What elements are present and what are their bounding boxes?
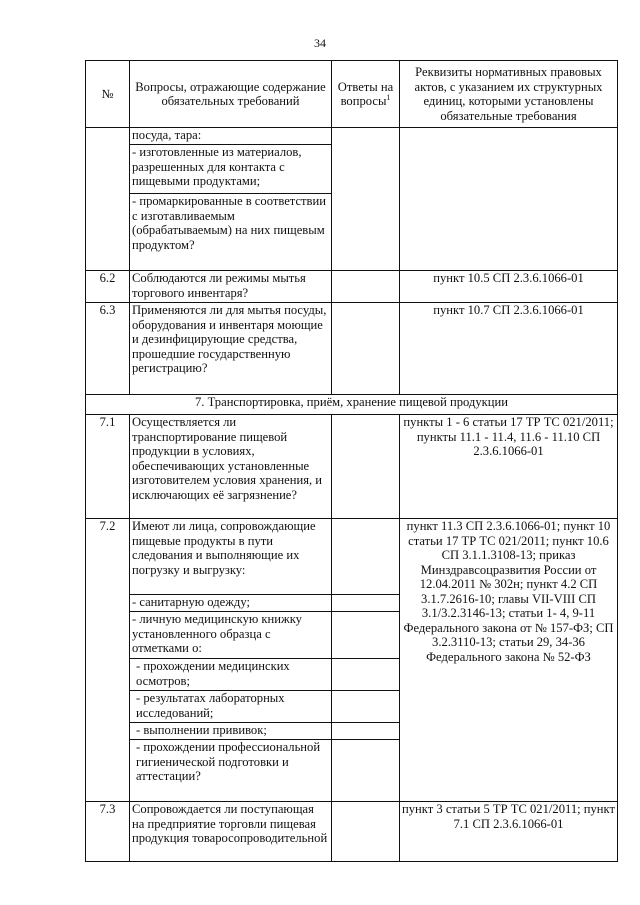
question-cell: - изготовленные из материалов, разрешенных для контакта с пищевыми продуктами; bbox=[130, 145, 332, 194]
table-row bbox=[86, 519, 618, 595]
reference-cell: пункты 1 - 6 статьи 17 ТР ТС 021/2011; пункты 11.1 - 11.4, 11.6 - 11.10 СП 2.3.6.1066-01 bbox=[400, 415, 618, 519]
requirements-table bbox=[85, 60, 618, 862]
question-cell: - личную медицинскую книжку установленного образца с отметками о: bbox=[130, 612, 332, 659]
header-references: Реквизиты нормативных правовых актов, с указанием их структурных единиц, которыми установлены обязательные требования bbox=[400, 61, 618, 128]
table-header-row bbox=[86, 61, 618, 128]
answer-cell bbox=[332, 740, 400, 802]
question-cell: посуда, тара: bbox=[130, 128, 332, 145]
question-cell: Имеют ли лица, сопровождающие пищевые продукты в пути следования и выполняющие их погрузку и выгрузку: bbox=[130, 519, 332, 595]
header-questions: Вопросы, отражающие содержание обязательных требований bbox=[130, 61, 332, 128]
table-row bbox=[86, 802, 618, 862]
question-cell: - результатах лабораторных исследований; bbox=[130, 691, 332, 723]
table-row bbox=[86, 415, 618, 519]
question-cell: Применяются ли для мытья посуды, оборудования и инвентаря моющие и дезинфицирующие средства, прошедшие государственную регистрацию? bbox=[130, 303, 332, 395]
reference-cell bbox=[400, 128, 618, 271]
question-cell: Осуществляется ли транспортирование пищевой продукции в условиях, обеспечивающих установленные изготовителем условия хранения, и исключающих её загрязнение? bbox=[130, 415, 332, 519]
question-cell: - выполнении прививок; bbox=[130, 723, 332, 740]
header-answers-label: Ответы на вопросы bbox=[337, 79, 394, 108]
row-num: 7.2 bbox=[86, 519, 130, 802]
question-cell: Соблюдаются ли режимы мытья торгового инвентаря? bbox=[130, 271, 332, 303]
question-cell: - прохождении профессиональной гигиенической подготовки и аттестации? bbox=[130, 740, 332, 802]
reference-cell: пункт 11.3 СП 2.3.6.1066-01; пункт 10 статьи 17 ТР ТС 021/2011; пункт 10.6 СП 3.1.1.3108-13; приказ Минздравсоцразвития России от 12.04.2011 № 302н; пункт 4.2 СП 3.1.7.2616-10; главы VII-VIII СП 3.1/3.2.3146-13; статьи 1- 4, 9-11 Федерального закона от № 157-ФЗ; СП 3.2.3110-13; статьи 29, 34-36 Федерального закона № 52-ФЗ bbox=[400, 519, 618, 802]
table-row bbox=[86, 303, 618, 395]
row-num: 7.3 bbox=[86, 802, 130, 862]
question-cell: - промаркированные в соответствии с изготавливаемым (обрабатываемым) на них пищевым продуктом? bbox=[130, 194, 332, 271]
answer-cell bbox=[332, 415, 400, 519]
answer-cell bbox=[332, 723, 400, 740]
footnote-marker: 1 bbox=[386, 92, 391, 102]
reference-cell: пункт 10.7 СП 2.3.6.1066-01 bbox=[400, 303, 618, 395]
answer-cell bbox=[332, 659, 400, 691]
question-cell: Сопровождается ли поступающая на предприятие торговли пищевая продукция товаросопроводительной bbox=[130, 802, 332, 862]
answer-cell bbox=[332, 802, 400, 862]
row-num: 7.1 bbox=[86, 415, 130, 519]
reference-cell: пункт 10.5 СП 2.3.6.1066-01 bbox=[400, 271, 618, 303]
question-cell: - санитарную одежду; bbox=[130, 595, 332, 612]
header-answers bbox=[332, 61, 400, 128]
table-row bbox=[86, 271, 618, 303]
answer-cell bbox=[332, 612, 400, 659]
answer-cell bbox=[332, 303, 400, 395]
page-number: 34 bbox=[314, 36, 326, 50]
answer-cell bbox=[332, 128, 400, 271]
row-num: 6.2 bbox=[86, 271, 130, 303]
answer-cell bbox=[332, 595, 400, 612]
answer-cell bbox=[332, 271, 400, 303]
answer-cell bbox=[332, 691, 400, 723]
header-num: № bbox=[86, 61, 130, 128]
row-num: 6.3 bbox=[86, 303, 130, 395]
answer-cell bbox=[332, 519, 400, 595]
reference-cell: пункт 3 статьи 5 ТР ТС 021/2011; пункт 7.1 СП 2.3.6.1066-01 bbox=[400, 802, 618, 862]
section-row bbox=[86, 395, 618, 415]
row-num bbox=[86, 128, 130, 271]
question-cell: - прохождении медицинских осмотров; bbox=[130, 659, 332, 691]
table-row bbox=[86, 128, 618, 145]
section-title: 7. Транспортировка, приём, хранение пищевой продукции bbox=[86, 395, 618, 415]
